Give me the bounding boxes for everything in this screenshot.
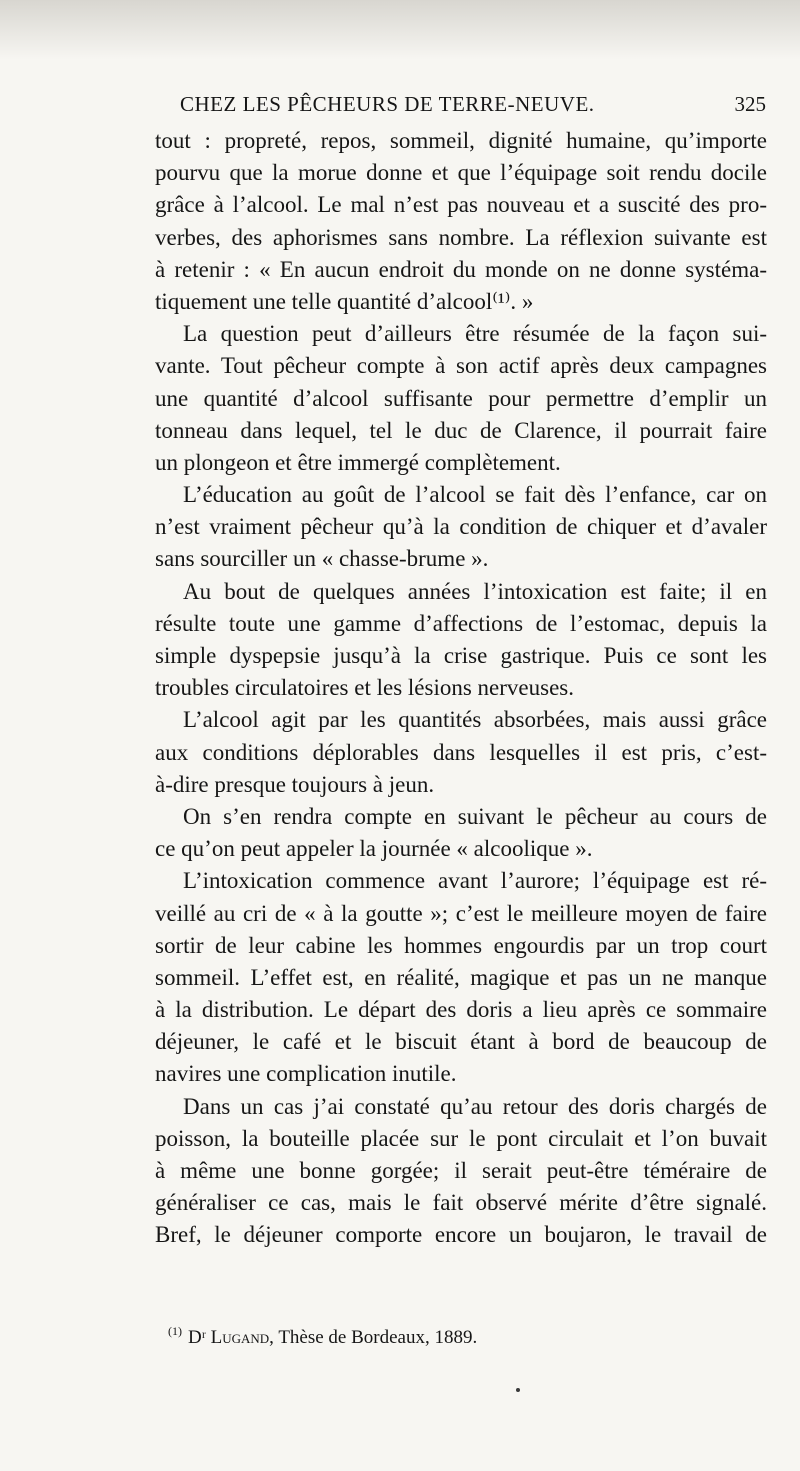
text-line: tonneau dans lequel, tel le duc de Clarence, il pourrait faire [155, 417, 767, 443]
text-line: résulte toute une gamme d’affections de l’estomac, depuis la [155, 610, 767, 636]
text-line: ce qu’on peut appeler la journée « alcoolique ». [155, 836, 593, 862]
text-line: Dans un cas j’ai constaté qu’au retour des doris chargés de [183, 1093, 767, 1119]
text-line: sommeil. L’effet est, en réalité, magique et pas un ne manque [155, 964, 767, 990]
text-line: un plongeon et être immergé complètement. [155, 449, 561, 475]
footnote [168, 1324, 478, 1349]
text-line: simple dyspepsie jusqu’à la crise gastrique. Puis ce sont les [155, 643, 767, 668]
text-line: une quantité d’alcool suffisante pour permettre d’emplir un [155, 385, 767, 411]
text-line: veillé au cri de « à la goutte »; c’est le meilleure moyen de faire [155, 900, 767, 926]
text-line: à même une bonne gorgée; il serait peut-être téméraire de [155, 1158, 767, 1183]
footnote-author-prefix: Dʳ [188, 1327, 206, 1348]
running-title: CHEZ LES PÊCHEURS DE TERRE-NEUVE. [180, 92, 595, 116]
print-speck [516, 1388, 520, 1392]
page-number: 325 [734, 92, 766, 116]
footnote-author: Lugand [210, 1327, 270, 1348]
text-line: n’est vraiment pêcheur qu’à la condition de chiquer et d’avaler [155, 514, 767, 540]
text-line: déjeuner, le café et le biscuit étant à bord de beaucoup de [155, 1029, 767, 1055]
text-line: L’éducation au goût de l’alcool se fait dès l’enfance, car on [183, 482, 767, 508]
text-line: pourvu que la morue donne et que l’équipage soit rendu docile [155, 160, 767, 186]
text-line: à retenir : « En aucun endroit du monde on ne donne systéma- [155, 256, 767, 282]
text-line: L’alcool agit par les quantités absorbées, mais aussi grâce [183, 707, 767, 733]
scan-edge-shadow [0, 0, 800, 60]
text-line: vante. Tout pêcheur compte à son actif après deux campagnes [155, 353, 767, 379]
text-line: Au bout de quelques années l’intoxication est faite; il en [183, 578, 767, 604]
text-line: La question peut d’ailleurs être résumée de la façon sui- [183, 321, 767, 347]
footnote-text: , Thèse de Bordeaux, 1889. [269, 1327, 478, 1348]
page-header [150, 92, 766, 122]
text-line: à-dire presque toujours à jeun. [155, 771, 435, 797]
text-line: grâce à l’alcool. Le mal n’est pas nouveau et a suscité des pro- [155, 192, 767, 218]
text-line: On s’en rendra compte en suivant le pêcheur au cours de [183, 803, 767, 829]
text-line: généraliser ce cas, mais le fait observé mérite d’être signalé. [155, 1190, 767, 1216]
text-line: verbes, des aphorismes sans nombre. La réflexion suivante est [155, 224, 767, 250]
body-text [155, 125, 767, 1252]
text-line: à la distribution. Le départ des doris a lieu après ce sommaire [155, 997, 767, 1023]
text-line: tout : propreté, repos, sommeil, dignité humaine, qu’importe [155, 128, 767, 153]
text-line: sans sourciller un « chasse-brume ». [155, 546, 489, 572]
text-line: sortir de leur cabine les hommes engourdis par un trop court [155, 932, 767, 958]
footnote-mark: (1) [168, 1324, 182, 1338]
text-line: L’intoxication commence avant l’aurore; l’équipage est ré- [183, 868, 767, 894]
text-line: troubles circulatoires et les lésions nerveuses. [155, 675, 574, 701]
text-line: tiquement une telle quantité d’alcool⁽¹⁾. » [155, 288, 534, 314]
text-line: navires une complication inutile. [155, 1061, 457, 1087]
text-line: Bref, le déjeuner comporte encore un boujaron, le travail de [155, 1222, 767, 1248]
text-line: aux conditions déplorables dans lesquelles il est pris, c’est- [155, 739, 767, 765]
text-line: poisson, la bouteille placée sur le pont circulait et l’on buvait [155, 1125, 767, 1151]
